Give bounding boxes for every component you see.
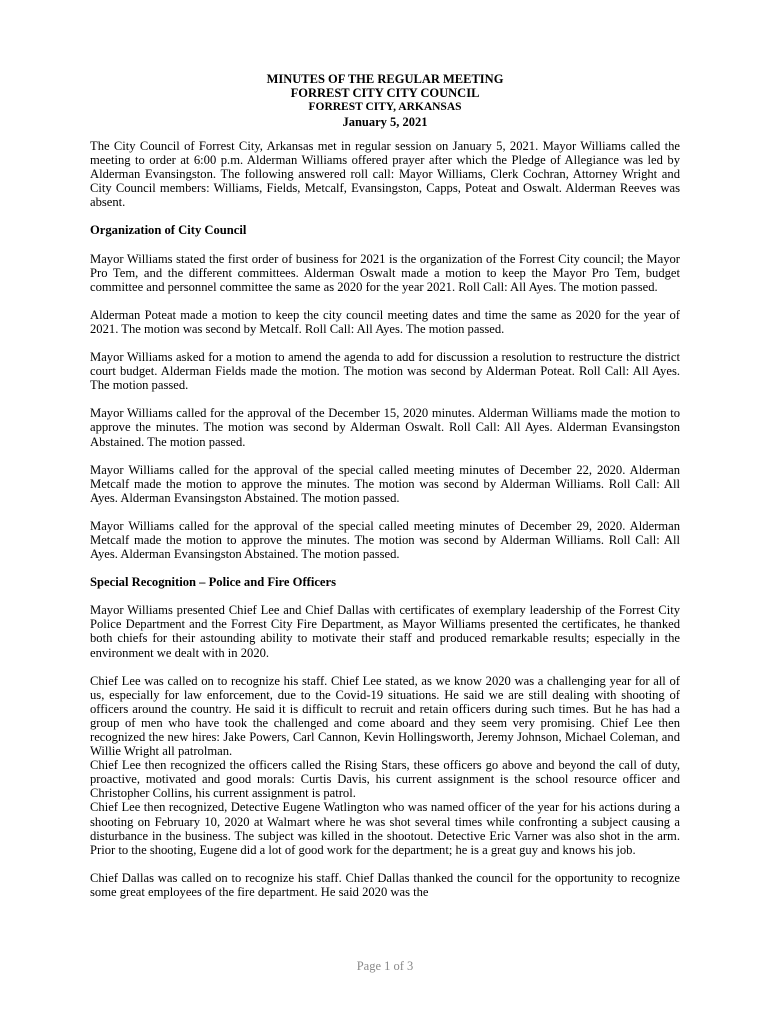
document-header [90, 72, 680, 129]
document-page [90, 72, 680, 899]
header-title: MINUTES OF THE REGULAR MEETING [266, 72, 504, 86]
page-number: Page 1 of 3 [356, 959, 414, 973]
header-location: FORREST CITY, ARKANSAS [308, 101, 462, 113]
paragraph-amend-agenda: Mayor Williams asked for a motion to amend the agenda to add for discussion a resolution to restructure the district court budget. Alderman Fields made the motion. The motion was second by Alderman Poteat. Roll Call: All Ayes. The motion passed. [90, 350, 680, 393]
section-heading-organization: Organization of City Council [90, 223, 247, 238]
paragraph-intro: The City Council of Forrest City, Arkansas met in regular session on January 5, 2021. Mayor Williams called the meeting to order at 6:00 p.m. Alderman Williams offered prayer after which the Pledge of Allegiance was led by Alderman Evansingston. The following answered roll call: Mayor Williams, Clerk Cochran, Attorney Wright and City Council members: Williams, Fields, Metcalf, Evansingston, Capps, Poteat and Oswalt. Alderman Reeves was absent. [90, 139, 680, 210]
paragraph-rising-stars: Chief Lee then recognized the officers called the Rising Stars, these officers go above and beyond the call of duty, proactive, motivated and good morals: Curtis Davis, his current assignment is the school resource officer and Christopher Collins, his current assignment is patrol. [90, 758, 680, 801]
header-council: FORREST CITY CITY COUNCIL [290, 86, 480, 100]
paragraph-officer-of-year: Chief Lee then recognized, Detective Eugene Watlington who was named officer of the year for his actions during a shooting on February 10, 2020 at Walmart where he was shot several times while confronting a subject causing a disturbance in the business. The subject was killed in the shootout. Detective Eric Varner was also shot in the arm. Prior to the shooting, Eugene did a lot of good work for the department; he is a great guy and knows his job. [90, 800, 680, 857]
header-date: January 5, 2021 [342, 115, 428, 129]
paragraph-chief-lee-staff: Chief Lee was called on to recognize his staff. Chief Lee stated, as we know 2020 was a challenging year for all of us, especially for law enforcement, due to the Covid-19 situations. He said we are still dealing with shooting of officers around the country. He said it is difficult to recruit and retain officers during such times. But he has had a group of men who have took the challenged and come aboard and they seem very promising. Chief Lee then recognized the new hires: Jake Powers, Carl Cannon, Kevin Hollingsworth, Jeremy Johnson, Michael Coleman, and Willie Wright all patrolman. [90, 673, 680, 759]
paragraph-dec15-minutes: Mayor Williams called for the approval of the December 15, 2020 minutes. Alderman Williams made the motion to approve the minutes. The motion was second by Alderman Oswalt. Roll Call: All Ayes. Alderman Evansingston Abstained. The motion passed. [90, 406, 680, 449]
paragraph-dec22-minutes: Mayor Williams called for the approval of the special called meeting minutes of December 22, 2020. Alderman Metcalf made the motion to approve the minutes. The motion was second by Alderman Williams. Roll Call: All Ayes. Alderman Evansingston Abstained. The motion passed. [90, 462, 680, 505]
paragraph-chief-dallas: Chief Dallas was called on to recognize his staff. Chief Dallas thanked the council for the opportunity to recognize some great employees of the fire department. He said 2020 was the [90, 870, 680, 899]
paragraph-special-recognition: Mayor Williams presented Chief Lee and Chief Dallas with certificates of exemplary leadership of the Forrest City Police Department and the Forrest City Fire Department, as Mayor Williams presented the certificates, he thanked both chiefs for their astounding ability to motivate their staff and produced remarkable results; especially in the environment we dealt with in 2020. [90, 603, 680, 660]
section-heading-special-recognition: Special Recognition – Police and Fire Officers [90, 575, 337, 590]
document-body [90, 139, 680, 899]
paragraph-poteat-motion: Alderman Poteat made a motion to keep the city council meeting dates and time the same as 2020 for the year of 2021. The motion was second by Metcalf. Roll Call: All Ayes. The motion passed. [90, 307, 680, 336]
paragraph-dec29-minutes: Mayor Williams called for the approval of the special called meeting minutes of December 29, 2020. Alderman Metcalf made the motion to approve the minutes. The motion was second by Alderman Williams. Roll Call: All Ayes. Alderman Evansingston Abstained. The motion passed. [90, 518, 680, 562]
paragraph-organization: Mayor Williams stated the first order of business for 2021 is the organization of the Forrest City council; the Mayor Pro Tem, and the different committees. Alderman Oswalt made a motion to keep the Mayor Pro Tem, budget committee and personnel committee the same as 2020 for the year 2021. Roll Call: All Ayes. The motion passed. [90, 251, 680, 294]
